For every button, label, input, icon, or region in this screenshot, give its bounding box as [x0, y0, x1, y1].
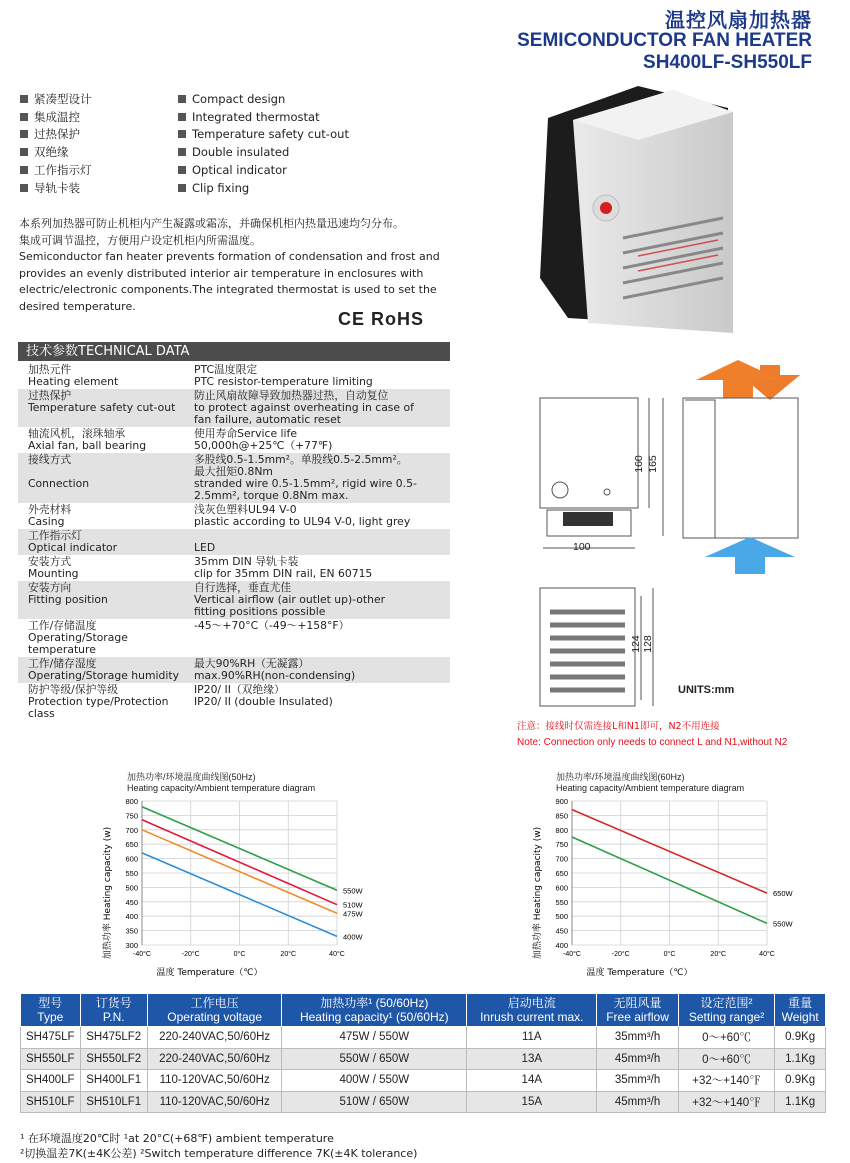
- footnotes: [20, 1131, 417, 1161]
- features-cn: [20, 91, 92, 197]
- tech-key-line: Heating element: [28, 375, 119, 388]
- wiring-note-cn: 注意：接线时仅需连接L和N1即可，N2不用连接: [517, 721, 720, 732]
- tech-key: [18, 530, 194, 554]
- feature-cn-0: 紧凑型设计: [20, 91, 92, 109]
- x-tick-label: -40°C: [563, 951, 581, 958]
- table-cell: 45mm³/h: [597, 1048, 678, 1070]
- feature-cn-3: 双绝缘: [20, 144, 92, 162]
- x-axis-label: 温度 Temperature（℃）: [586, 968, 693, 978]
- tech-key-line: 安装方式: [28, 555, 72, 568]
- chart2-title: 加热功率/环境温度曲线图(60Hz) Heating capacity/Ambient temperature diagram: [556, 772, 745, 793]
- tech-row: [18, 427, 450, 453]
- dim-160: 160: [632, 455, 645, 473]
- tech-key-line: Protection type/Protection class: [28, 695, 169, 720]
- chart-50hz: [90, 795, 380, 985]
- tech-key-line: Fitting position: [28, 593, 108, 606]
- chart-60hz: [520, 795, 810, 985]
- table-cell: SH510LF1: [80, 1091, 147, 1113]
- tech-row: [18, 683, 450, 721]
- y-axis-label: 加热功率 Heating capacity (w): [533, 826, 543, 960]
- col-header-en: Operating voltage: [167, 1010, 263, 1024]
- feature-en-1: Integrated thermostat: [178, 109, 349, 127]
- x-tick-label: -20°C: [611, 951, 630, 958]
- col-header-cn: 启动电流: [507, 996, 556, 1010]
- x-tick-label: -40°C: [133, 951, 151, 958]
- series-label: 650W: [773, 889, 793, 899]
- x-tick-label: 40°C: [329, 951, 345, 958]
- tech-value-line: IP20/ II (double Insulated): [194, 695, 333, 708]
- description-en: Semiconductor fan heater prevents formation of condensation and frost and provides an evenly distributed interior air temperature in enclosures with electric/electronic components.The integrated thermostat is used to set the desired temperature.: [19, 250, 440, 313]
- x-tick-label: 20°C: [280, 951, 297, 958]
- table-cell: SH550LF: [21, 1048, 81, 1070]
- tech-value: [194, 454, 450, 502]
- dimension-drawing: [515, 360, 845, 730]
- tech-value-line: 最大90%RH（无凝露）: [194, 657, 310, 670]
- table-cell: 15A: [467, 1091, 597, 1113]
- tech-value-line: to protect against overheating in case of: [194, 401, 414, 414]
- col-header-cn: 无阻风量: [613, 996, 662, 1010]
- y-tick-label: 550: [555, 897, 568, 907]
- table-cell: 1.1Kg: [775, 1091, 826, 1113]
- tech-value-line: plastic according to UL94 V-0, light grey: [194, 515, 411, 528]
- table-cell: 220-240VAC,50/60Hz: [147, 1027, 282, 1049]
- y-tick-label: 650: [125, 840, 138, 850]
- dim-128: 128: [641, 635, 654, 653]
- series-label: 510W: [343, 900, 363, 910]
- tech-value-line: 自行选择，垂直尤佳: [194, 581, 292, 594]
- product-photo: [528, 78, 740, 340]
- col-header-en: Free airflow: [606, 1010, 669, 1024]
- tech-key: [18, 390, 194, 426]
- col-header-en: Weight: [781, 1010, 819, 1024]
- tech-value-line: 2.5mm², torque 0.8Nm max.: [194, 489, 349, 502]
- tech-value-line: 最大扭矩0.8Nm: [194, 465, 273, 478]
- table-row: [21, 1070, 826, 1092]
- tech-key-line: Operating/Storage humidity: [28, 669, 179, 682]
- table-row: [21, 1027, 826, 1049]
- tech-row: [18, 389, 450, 427]
- chart1-title: 加热功率/环境温度曲线图(50Hz) Heating capacity/Ambient temperature diagram: [127, 772, 316, 793]
- dim-100: 100: [573, 541, 591, 553]
- table-cell: +32～+140℉: [678, 1091, 775, 1113]
- tech-value: [194, 582, 450, 618]
- tech-value: [194, 556, 450, 580]
- col-header-en: Heating capacity¹ (50/60Hz): [299, 1010, 449, 1024]
- col-header-cn: 订货号: [95, 996, 132, 1010]
- y-tick-label: 800: [555, 825, 568, 835]
- col-header-cn: 型号: [38, 996, 63, 1010]
- tech-key: [18, 684, 194, 720]
- feature-cn-4: 工作指示灯: [20, 162, 92, 180]
- x-tick-label: 40°C: [759, 951, 775, 958]
- feature-cn-1: 集成温控: [20, 109, 92, 127]
- table-cell: 45mm³/h: [597, 1091, 678, 1113]
- x-axis-label: 温度 Temperature（℃）: [156, 968, 263, 978]
- table-row: [21, 1048, 826, 1070]
- table-cell: SH400LF: [21, 1070, 81, 1092]
- col-header: [775, 994, 826, 1027]
- tech-key: [18, 454, 194, 502]
- certification-marks: CE RoHS: [338, 309, 425, 329]
- title-en: SEMICONDUCTOR FAN HEATER: [517, 30, 812, 51]
- table-cell: 0.9Kg: [775, 1070, 826, 1092]
- tech-value-line: fitting positions possible: [194, 605, 326, 618]
- tech-value-line: max.90%RH(non-condensing): [194, 669, 356, 682]
- y-tick-label: 300: [125, 941, 138, 950]
- x-tick-label: 0°C: [233, 951, 246, 958]
- table-cell: 220-240VAC,50/60Hz: [147, 1048, 282, 1070]
- y-tick-label: 400: [555, 941, 568, 950]
- features-en: [178, 91, 349, 197]
- dim-165: 165: [646, 455, 659, 473]
- tech-key-line: 外壳材料: [28, 503, 72, 516]
- table-cell: SH475LF: [21, 1027, 81, 1049]
- col-header-en: Inrush current max.: [480, 1010, 584, 1024]
- feature-en-3: Double insulated: [178, 144, 349, 162]
- col-header-en: Setting range²: [688, 1010, 765, 1024]
- col-header-en: Type: [37, 1010, 64, 1024]
- tech-key-line: 工作/存储温度: [28, 619, 97, 632]
- table-cell: 11A: [467, 1027, 597, 1049]
- y-tick-label: 500: [555, 912, 568, 922]
- tech-value-line: 浅灰色塑料UL94 V-0: [194, 503, 297, 516]
- col-header-cn: 重量: [788, 996, 813, 1010]
- dim-124: 124: [629, 635, 642, 653]
- tech-row: [18, 529, 450, 555]
- table-cell: 475W / 550W: [282, 1027, 467, 1049]
- col-header: [282, 994, 467, 1027]
- tech-value-line: IP20/ II（双绝缘）: [194, 683, 285, 696]
- table-cell: 0～+60℃: [678, 1048, 775, 1070]
- tech-value-line: 防止风扇故障导致加热器过热，自动复位: [194, 389, 389, 402]
- tech-data-table: [18, 363, 450, 721]
- footnote-1: ¹ 在环境温度20℃时 ¹at 20°C(+68℉) ambient temperature: [20, 1132, 334, 1145]
- wiring-note-en: Note: Connection only needs to connect L and N1,without N2: [517, 737, 788, 748]
- table-cell: SH550LF2: [80, 1048, 147, 1070]
- tech-key-line: Operating/Storage temperature: [28, 631, 128, 656]
- y-tick-label: 700: [555, 854, 568, 864]
- table-cell: 0.9Kg: [775, 1027, 826, 1049]
- y-tick-label: 400: [125, 912, 138, 922]
- y-tick-label: 600: [555, 883, 568, 893]
- tech-value: [194, 620, 450, 656]
- tech-key-line: 工作/储存湿度: [28, 657, 97, 670]
- tech-key-line: 防护等级/保护等级: [28, 683, 119, 696]
- y-axis-label: 加热功率 Heating capacity (w): [103, 826, 113, 960]
- y-tick-label: 350: [125, 926, 138, 936]
- y-tick-label: 750: [125, 811, 138, 821]
- series-label: 550W: [773, 919, 793, 929]
- tech-key-line: 轴流风机，滚珠轴承: [28, 427, 126, 440]
- tech-key: [18, 364, 194, 388]
- tech-key-line: Mounting: [28, 567, 79, 580]
- tech-value-line: PTC resistor-temperature limiting: [194, 375, 373, 388]
- tech-key-line: Temperature safety cut-out: [28, 401, 176, 414]
- tech-key-line: Axial fan, ball bearing: [28, 439, 147, 452]
- tech-row: [18, 363, 450, 389]
- tech-key-line: 加热元件: [28, 363, 72, 376]
- tech-key-line: Optical indicator: [28, 541, 118, 554]
- tech-row: [18, 453, 450, 503]
- tech-key-line: 工作指示灯: [28, 529, 82, 542]
- tech-value-line: 50,000h@+25℃（+77℉): [194, 439, 333, 452]
- col-header: [678, 994, 775, 1027]
- col-header: [147, 994, 282, 1027]
- tech-key: [18, 504, 194, 528]
- table-cell: SH475LF2: [80, 1027, 147, 1049]
- x-tick-label: -20°C: [181, 951, 200, 958]
- tech-key: [18, 620, 194, 656]
- tech-value: [194, 504, 450, 528]
- tech-row: [18, 503, 450, 529]
- tech-value-line: 多股线0.5-1.5mm²。单股线0.5-2.5mm²。: [194, 453, 408, 466]
- tech-row: [18, 555, 450, 581]
- y-tick-label: 450: [555, 926, 568, 936]
- table-row: [21, 1091, 826, 1113]
- tech-value: [194, 390, 450, 426]
- y-tick-label: 500: [125, 883, 138, 893]
- table-cell: 13A: [467, 1048, 597, 1070]
- tech-value-line: clip for 35mm DIN rail, EN 60715: [194, 567, 373, 580]
- col-header: [467, 994, 597, 1027]
- feature-en-2: Temperature safety cut-out: [178, 126, 349, 144]
- y-tick-label: 550: [125, 869, 138, 878]
- series-label: 400W: [343, 932, 363, 942]
- model-table: [20, 993, 826, 1113]
- tech-value: [194, 428, 450, 452]
- tech-value-line: LED: [194, 541, 216, 554]
- x-tick-label: 0°C: [663, 951, 676, 958]
- description: [19, 216, 451, 315]
- tech-row: [18, 619, 450, 657]
- tech-value-line: [194, 530, 450, 542]
- table-cell: 35mm³/h: [597, 1027, 678, 1049]
- series-label: 475W: [343, 909, 363, 919]
- y-tick-label: 700: [125, 825, 138, 835]
- table-cell: 35mm³/h: [597, 1070, 678, 1092]
- col-header: [80, 994, 147, 1027]
- table-cell: 1.1Kg: [775, 1048, 826, 1070]
- model-range: SH400LF-SH550LF: [643, 52, 812, 73]
- series-label: 550W: [343, 886, 363, 896]
- y-tick-label: 850: [555, 811, 568, 821]
- table-cell: 550W / 650W: [282, 1048, 467, 1070]
- table-cell: SH400LF1: [80, 1070, 147, 1092]
- tech-key: [18, 556, 194, 580]
- tech-value-line: 35mm DIN 导轨卡装: [194, 555, 299, 568]
- description-cn-2: 集成可调节温控，方便用户设定机柜内所需温度。: [19, 233, 261, 247]
- table-cell: +32～+140℉: [678, 1070, 775, 1092]
- table-cell: 510W / 650W: [282, 1091, 467, 1113]
- col-header: [21, 994, 81, 1027]
- y-tick-label: 750: [555, 840, 568, 850]
- y-tick-label: 800: [125, 797, 138, 806]
- units-label: UNITS:mm: [678, 684, 735, 696]
- tech-row: [18, 657, 450, 683]
- table-cell: 400W / 550W: [282, 1070, 467, 1092]
- tech-value-line: 使用寿命Service life: [194, 427, 297, 440]
- tech-value: [194, 658, 450, 682]
- feature-cn-5: 导轨卡装: [20, 180, 92, 198]
- tech-key: [18, 658, 194, 682]
- feature-en-4: Optical indicator: [178, 162, 349, 180]
- tech-key-line: Casing: [28, 515, 65, 528]
- title-cn: 温控风扇加热器: [665, 8, 812, 32]
- feature-en-0: Compact design: [178, 91, 349, 109]
- col-header: [597, 994, 678, 1027]
- col-header-cn: 工作电压: [190, 996, 239, 1010]
- tech-data-title: 技术参数TECHNICAL DATA: [18, 342, 450, 361]
- tech-value: [194, 684, 450, 720]
- feature-cn-2: 过热保护: [20, 126, 92, 144]
- tech-key: [18, 582, 194, 618]
- tech-value: [194, 530, 450, 554]
- table-cell: 110-120VAC,50/60Hz: [147, 1070, 282, 1092]
- tech-key-line: Connection: [28, 477, 90, 490]
- table-cell: 110-120VAC,50/60Hz: [147, 1091, 282, 1113]
- tech-key-line: 接线方式: [28, 453, 72, 466]
- tech-value-line: fan failure, automatic reset: [194, 413, 342, 426]
- col-header-cn: 设定范围²: [700, 996, 753, 1010]
- tech-value: [194, 364, 450, 388]
- x-tick-label: 20°C: [710, 951, 727, 958]
- tech-value-line: stranded wire 0.5-1.5mm², rigid wire 0.5-: [194, 477, 417, 490]
- table-cell: 0～+60℃: [678, 1027, 775, 1049]
- tech-value-line: PTC温度限定: [194, 363, 258, 376]
- col-header-cn: 加热功率¹ (50/60Hz): [320, 996, 429, 1010]
- y-tick-label: 450: [125, 897, 138, 907]
- tech-value-line: -45～+70°C（-49～+158°F）: [194, 619, 350, 632]
- tech-key: [18, 428, 194, 452]
- tech-row: [18, 581, 450, 619]
- y-tick-label: 900: [555, 797, 568, 806]
- feature-en-5: Clip fixing: [178, 180, 349, 198]
- table-cell: SH510LF: [21, 1091, 81, 1113]
- description-cn-1: 本系列加热器可防止机柜内产生凝露或霜冻，并确保机柜内热量迅速均匀分布。: [19, 217, 404, 230]
- footnote-2: ²切换温差7K(±4K公差) ²Switch temperature difference 7K(±4K tolerance): [20, 1147, 418, 1160]
- table-cell: 14A: [467, 1070, 597, 1092]
- y-tick-label: 650: [555, 869, 568, 878]
- col-header-en: P.N.: [102, 1010, 125, 1024]
- tech-key-line: 安装方向: [28, 581, 72, 594]
- tech-value-line: Vertical airflow (air outlet up)-other: [194, 593, 386, 606]
- tech-key-line: 过热保护: [28, 389, 72, 402]
- y-tick-label: 600: [125, 854, 138, 864]
